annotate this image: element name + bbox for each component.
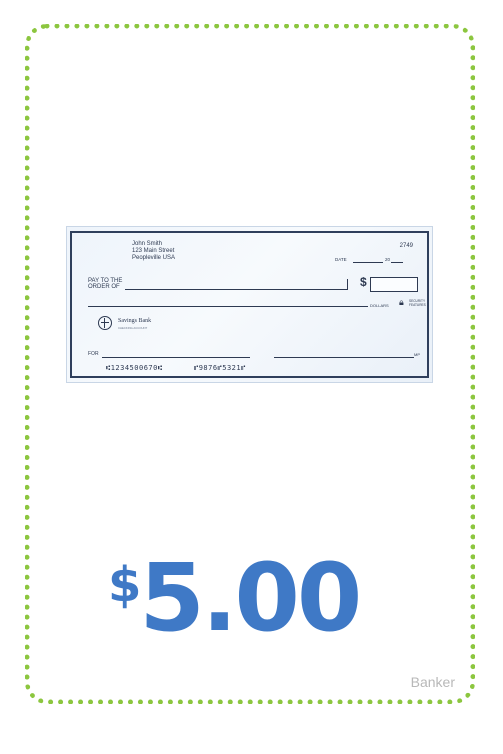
card-label: Banker: [410, 674, 455, 690]
check-pay-label-line1: PAY TO THE: [88, 278, 123, 284]
check-security-text-line2: FEATURES: [409, 303, 426, 307]
check-written-amount-line: [88, 306, 368, 307]
check-frame: [70, 231, 429, 378]
check-dollar-sign: $: [360, 275, 367, 289]
check-year-line: [391, 262, 403, 263]
check-mp-label: MP: [414, 352, 420, 357]
check-date-label: DATE: [335, 257, 347, 262]
check-owner-street: 123 Main Street: [132, 248, 175, 254]
check-routing-number: ⑆1234500670⑆: [106, 364, 163, 372]
price-currency: $: [108, 557, 140, 613]
check-date-line: [353, 262, 383, 263]
check-owner-address: [132, 241, 175, 262]
check-pay-label-line2: ORDER OF: [88, 284, 120, 290]
check-number: 2749: [399, 243, 413, 249]
check-dollars-label: DOLLARS: [370, 303, 389, 308]
check-bank-subtitle: CHECKING ACCOUNT: [118, 326, 148, 330]
check-owner-city: Peopleville USA: [132, 255, 176, 261]
check-owner-name: John Smith: [132, 241, 163, 247]
check-security-text-line1: SECURITY: [409, 299, 426, 303]
check-pay-label: [88, 278, 122, 290]
check-image: [66, 226, 433, 383]
price-amount: 5.00: [139, 544, 360, 653]
check-signature-line: [274, 357, 414, 358]
price: [108, 544, 360, 653]
lock-icon: 🔒︎: [399, 297, 404, 307]
check-for-label: FOR: [88, 351, 99, 357]
bank-globe-icon: [98, 316, 112, 330]
check-year-prefix: 20: [385, 257, 391, 262]
check-bank-name: Savings Bank: [118, 318, 152, 324]
check-security-text: [409, 299, 426, 307]
check-payee-line: [125, 289, 348, 290]
check-memo-line: [102, 357, 250, 358]
check-amount-box: [370, 277, 418, 292]
check-account-number: ⑈9876⑈5321⑈: [194, 364, 246, 372]
check-payee-tick: [347, 279, 348, 289]
